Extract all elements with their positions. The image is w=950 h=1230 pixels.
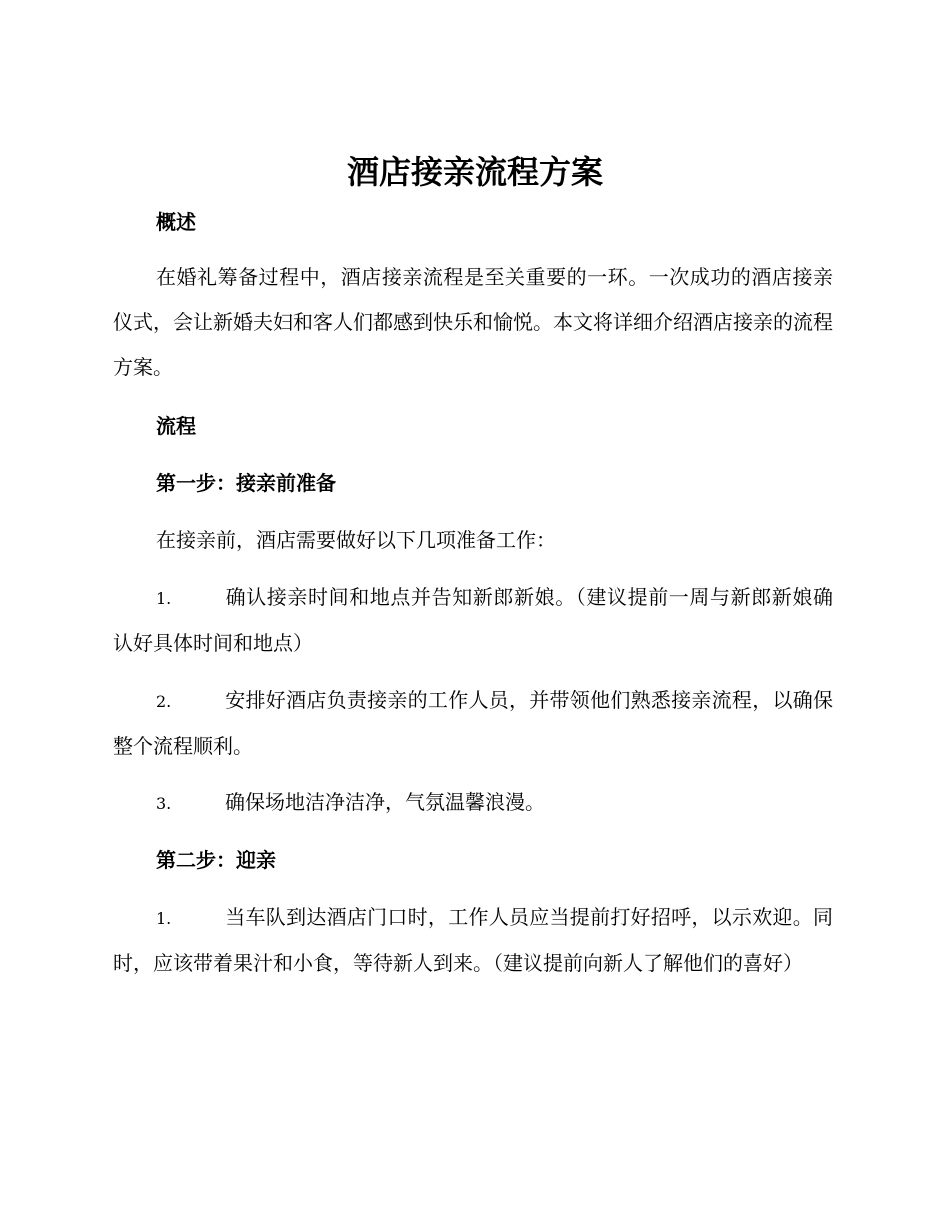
list-item-text: 确认接亲时间和地点并告知新郎新娘。（建议提前一周与新郎新娘确认好具体时间和地点） bbox=[113, 585, 833, 655]
overview-heading: 概述 bbox=[156, 210, 196, 234]
list-number: 1. bbox=[156, 589, 172, 608]
list-item-text: 当车队到达酒店门口时，工作人员应当提前打好招呼，以示欢迎。同时，应该带着果汁和小食，等待新人到来。（建议提前向新人了解他们的喜好） bbox=[113, 905, 833, 975]
list-number: 3. bbox=[156, 794, 172, 813]
process-heading: 流程 bbox=[156, 414, 196, 438]
list-number: 2. bbox=[156, 692, 172, 711]
step1-intro: 在接亲前，酒店需要做好以下几项准备工作： bbox=[156, 528, 556, 552]
step2-heading: 第二步：迎亲 bbox=[156, 848, 276, 872]
list-item bbox=[113, 678, 833, 769]
list-item-text: 确保场地洁净洁净，气氛温馨浪漫。 bbox=[225, 790, 545, 814]
document-title: 酒店接亲流程方案 bbox=[346, 153, 603, 191]
list-item bbox=[113, 575, 833, 666]
list-item bbox=[113, 780, 833, 826]
overview-paragraph: 在婚礼筹备过程中，酒店接亲流程是至关重要的一环。一次成功的酒店接亲仪式，会让新婚夫妇和客人们都感到快乐和愉悦。本文将详细介绍酒店接亲的流程方案。 bbox=[113, 265, 833, 379]
list-item bbox=[113, 895, 833, 986]
step1-heading: 第一步：接亲前准备 bbox=[156, 471, 336, 495]
list-number: 1. bbox=[156, 909, 172, 928]
list-item-text: 安排好酒店负责接亲的工作人员，并带领他们熟悉接亲流程，以确保整个流程顺利。 bbox=[113, 688, 833, 758]
